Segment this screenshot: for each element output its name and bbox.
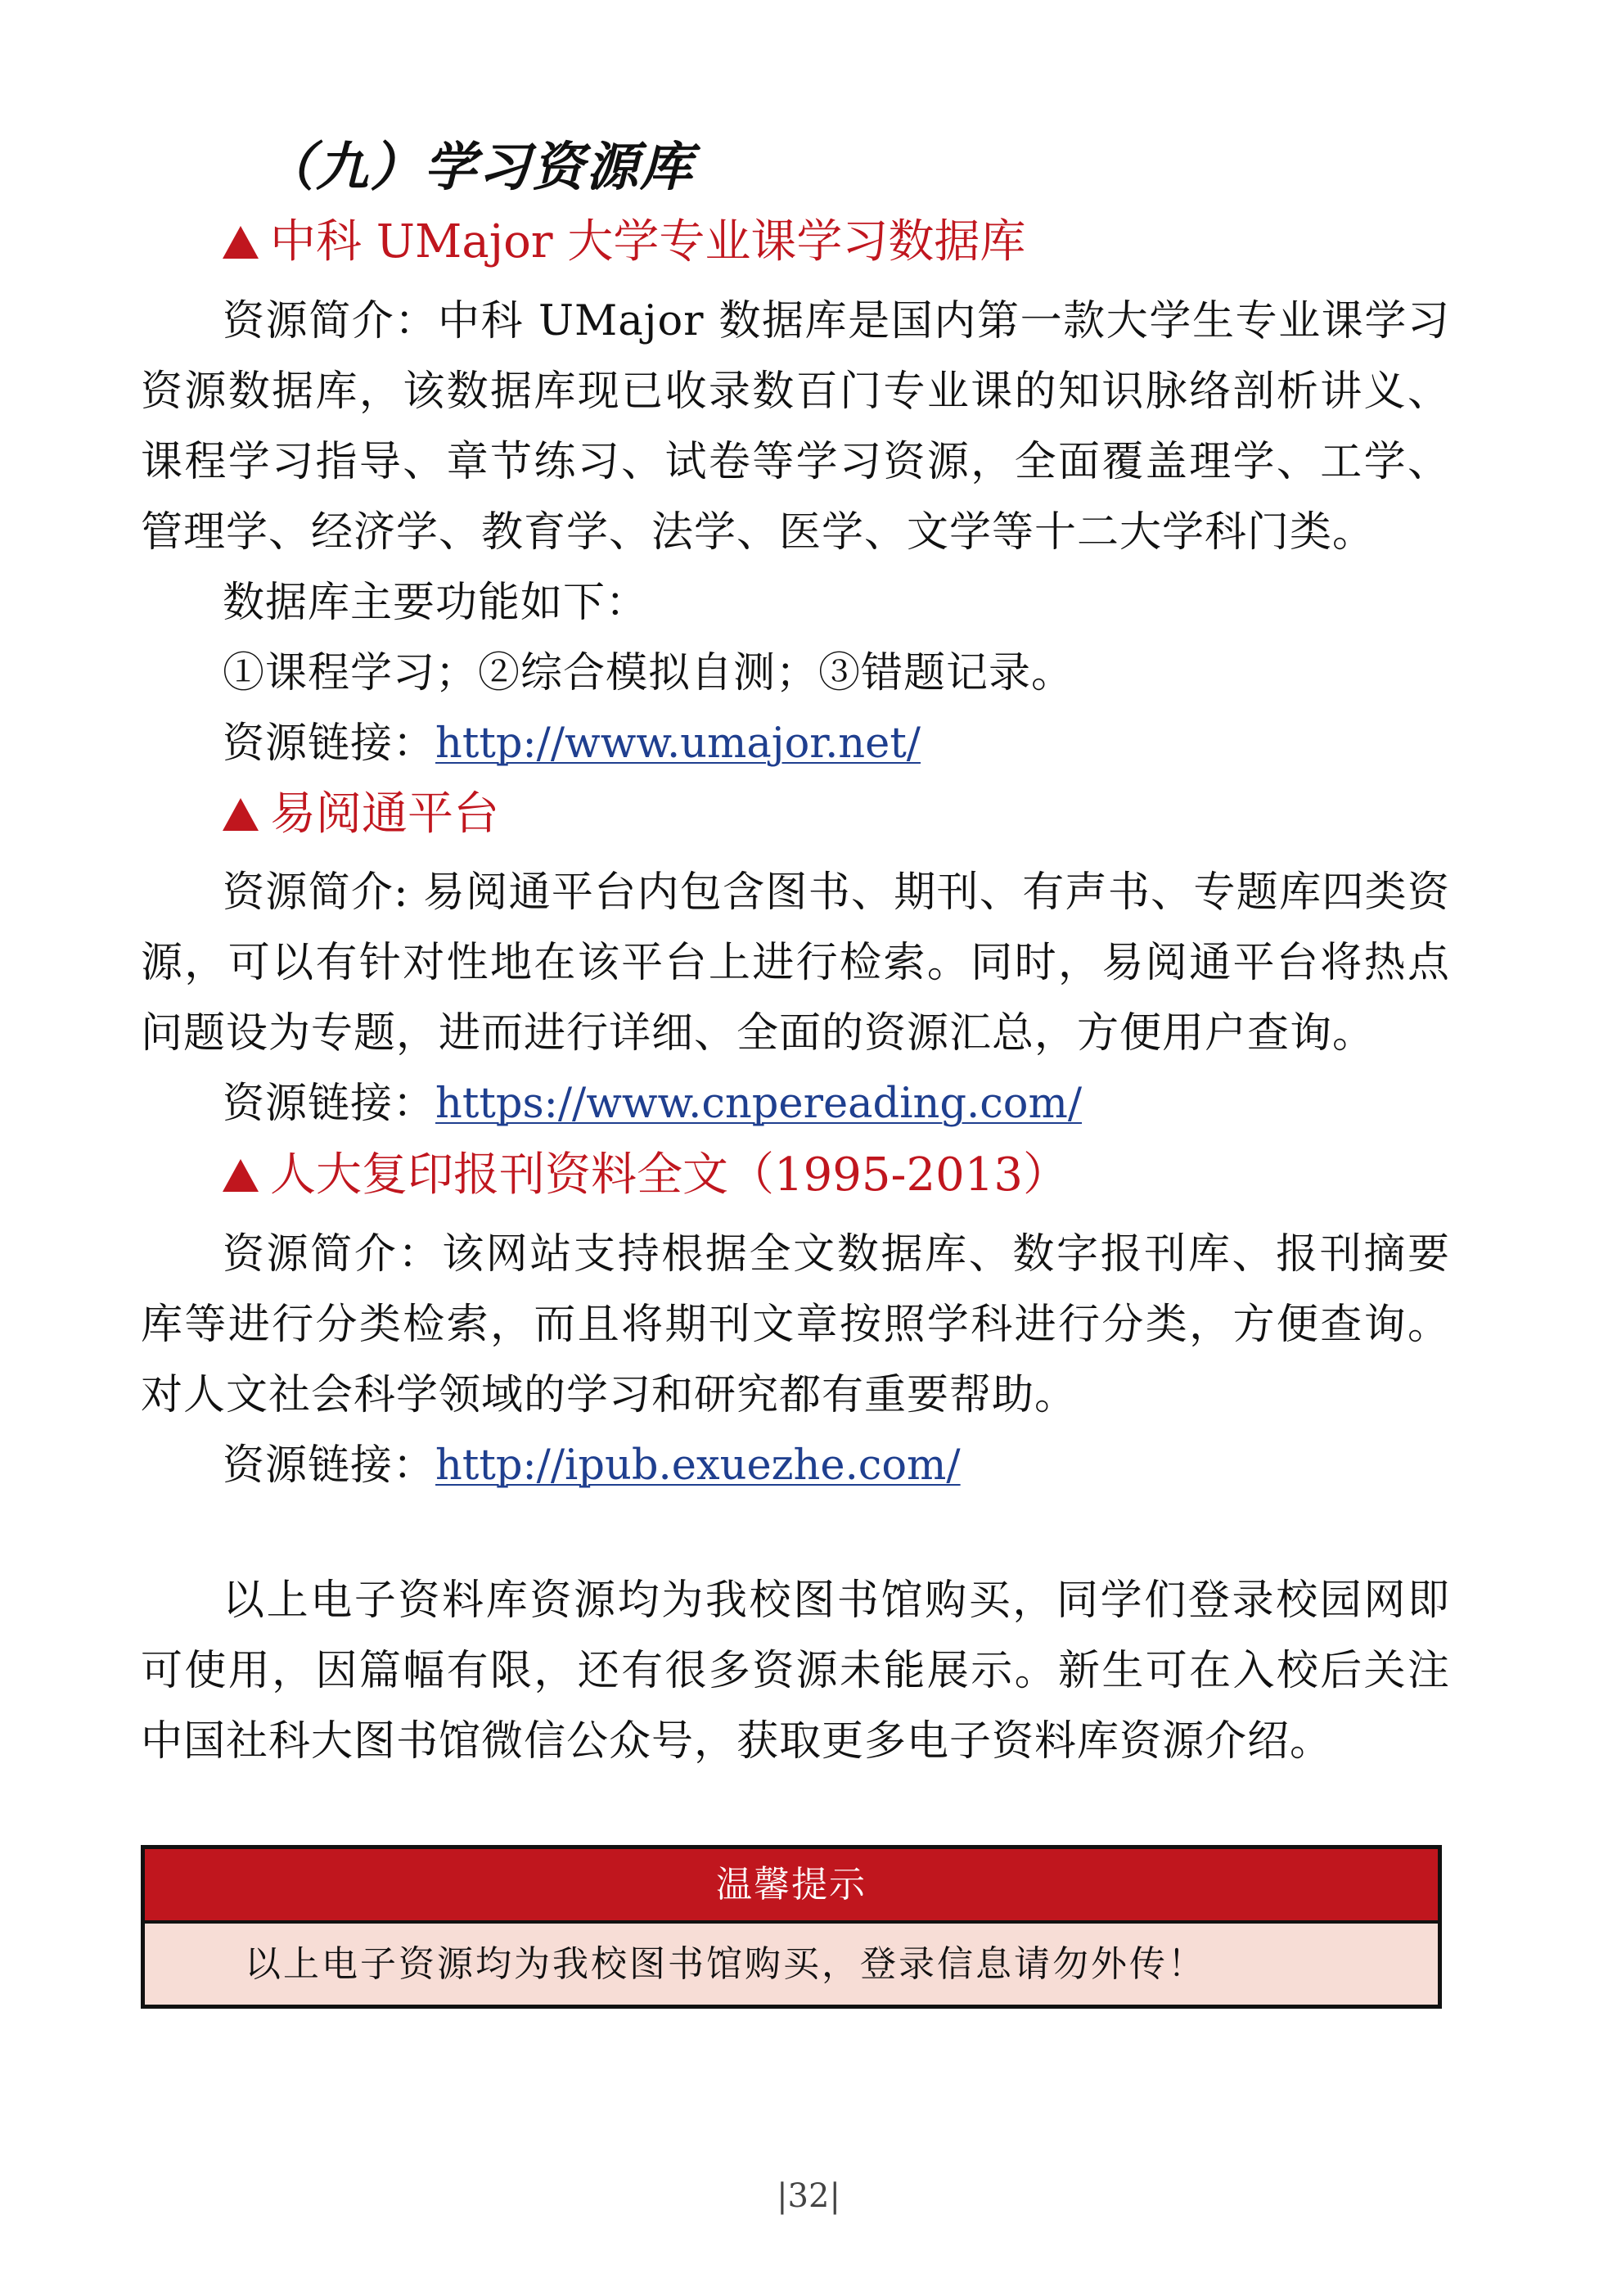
resource-title: 易阅通平台: [270, 787, 499, 841]
resource-link-ipub[interactable]: http://ipub.exuezhe.com/: [435, 1441, 961, 1490]
page-number: |32|: [777, 2177, 840, 2215]
summary-paragraph: 以上电子资料库资源均为我校图书馆购买，同学们登录校园网即可使用，因篇幅有限，还有很多资源未能展示。新生可在入校后关注中国社科大图书馆微信公众号，获取更多电子资料库资源介绍。: [141, 1577, 1450, 1766]
resource-link-row-cnpereading: [223, 1069, 1082, 1139]
tip-box: [141, 1845, 1442, 2009]
triangle-icon: [223, 798, 259, 831]
resource-intro-ipub: 资源简介：该网站支持根据全文数据库、数字报刊库、报刊摘要库等进行分类检索，而且将期刊文章按照学科进行分类，方便查询。对人文社会科学领域的学习和研究都有重要帮助。: [141, 1230, 1450, 1419]
link-label: 资源链接：: [223, 719, 436, 768]
resource-title: 中科 UMajor 大学专业课学习数据库: [270, 215, 1026, 268]
link-label: 资源链接：: [223, 1441, 436, 1490]
tip-title: 温馨提示: [145, 1849, 1438, 1924]
features-list: ①课程学习；②综合模拟自测；③错题记录。: [223, 649, 1074, 697]
resource-intro-umajor: 资源简介：中科 UMajor 数据库是国内第一款大学生专业课学习资源数据库，该数据库现已收录数百门专业课的知识脉络剖析讲义、课程学习指导、章节练习、试卷等学习资源，全面覆盖理学、工学、管理学、经济学、教育学、法学、医学、文学等十二大学科门类。: [141, 297, 1450, 557]
resource-link-row-umajor: [223, 709, 921, 779]
link-label: 资源链接：: [223, 1080, 436, 1128]
resource-link-cnpereading[interactable]: https://www.cnpereading.com/: [435, 1080, 1083, 1128]
features-heading: 数据库主要功能如下：: [223, 579, 649, 627]
resource-link-row-ipub: [223, 1431, 961, 1501]
resource-link-umajor[interactable]: http://www.umajor.net/: [435, 719, 921, 768]
resource-intro-cnpereading: 资源简介: 易阅通平台内包含图书、期刊、有声书、专题库四类资源，可以有针对性地在该平台上进行检索。同时，易阅通平台将热点问题设为专题，进而进行详细、全面的资源汇总，方便用户查询。: [141, 868, 1450, 1058]
resource-heading-cnpereading: [223, 782, 499, 847]
triangle-icon: [223, 1159, 259, 1192]
section-title: （九）学习资源库: [262, 138, 694, 198]
resource-heading-umajor: [223, 210, 1025, 275]
resource-heading-ipub: [223, 1143, 1069, 1208]
triangle-icon: [223, 226, 259, 259]
resource-title: 人大复印报刊资料全文（1995-2013）: [270, 1148, 1069, 1202]
tip-text: 以上电子资源均为我校图书馆购买，登录信息请勿外传！: [245, 1943, 1206, 1985]
